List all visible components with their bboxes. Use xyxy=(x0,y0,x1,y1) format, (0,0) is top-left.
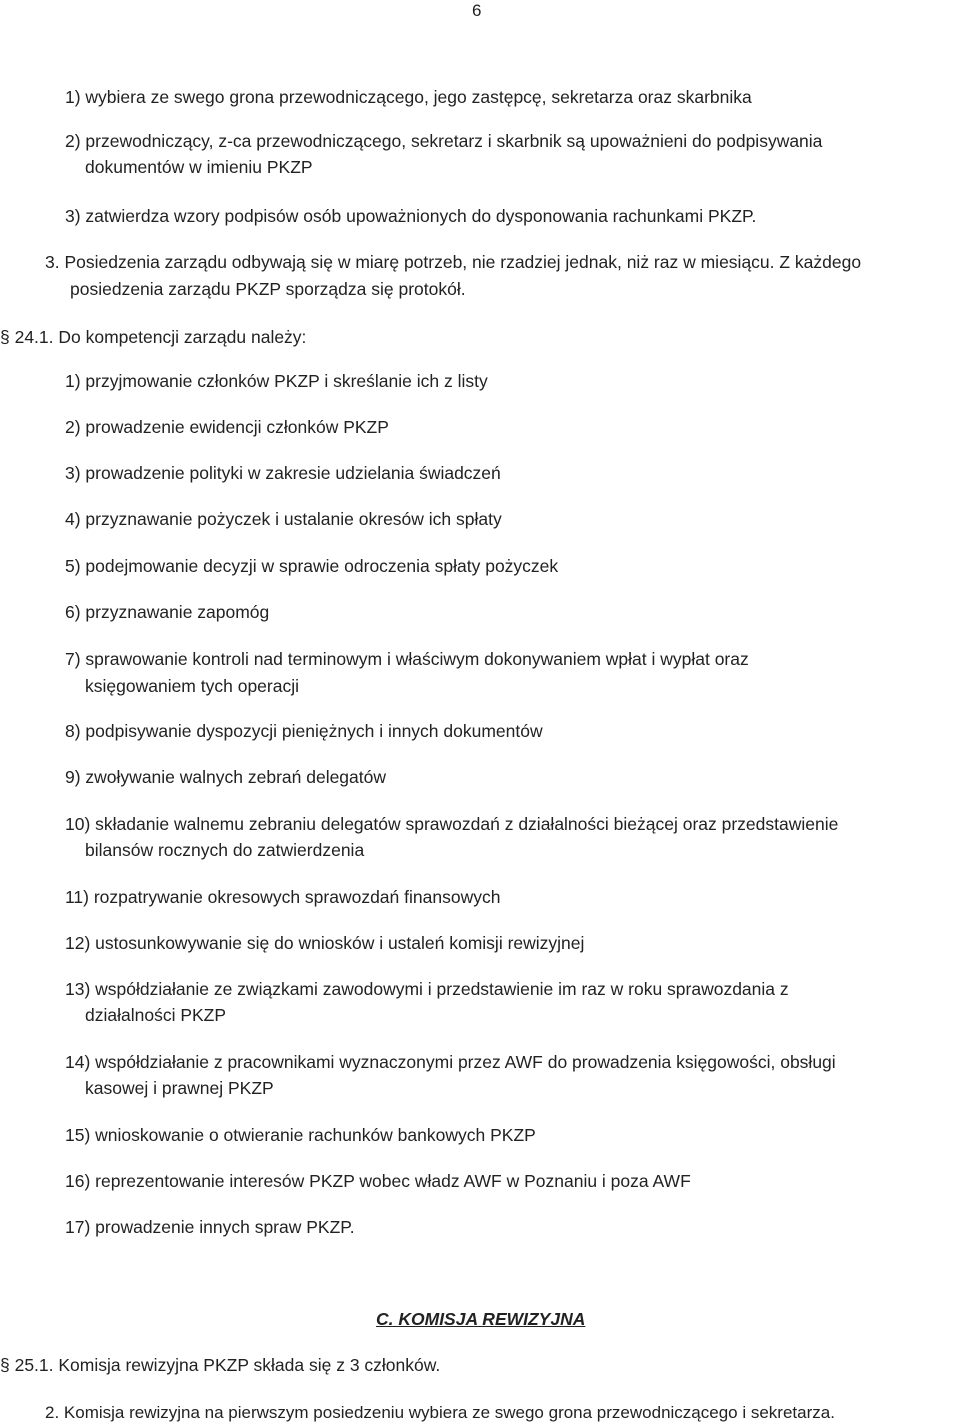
competency-item-13-line-2: działalności PKZP xyxy=(85,1005,227,1025)
competency-item-4: 4) przyznawanie pożyczek i ustalanie okresów ich spłaty xyxy=(65,509,502,529)
competency-item-7-line-2: księgowaniem tych operacji xyxy=(85,676,299,696)
competency-item-12: 12) ustosunkowywanie się do wniosków i ustaleń komisji rewizyjnej xyxy=(65,933,585,953)
section-c-heading: C. KOMISJA REWIZYJNA xyxy=(376,1309,586,1329)
page-number: 6 xyxy=(472,1,482,20)
paragraph-3-line-1: 3. Posiedzenia zarządu odbywają się w miarę potrzeb, nie rzadziej jednak, niż raz w miesiącu. Z każdego xyxy=(45,252,862,272)
competency-item-2: 2) prowadzenie ewidencji członków PKZP xyxy=(65,417,389,437)
competency-item-7-line-1: 7) sprawowanie kontroli nad terminowym i właściwym dokonywaniem wpłat i wypłat oraz xyxy=(65,649,749,669)
competency-item-15: 15) wnioskowanie o otwieranie rachunków bankowych PKZP xyxy=(65,1125,536,1145)
competency-item-17: 17) prowadzenie innych spraw PKZP. xyxy=(65,1217,355,1237)
section-25-paragraph-2: 2. Komisja rewizyjna na pierwszym posiedzeniu wybiera ze swego grona przewodniczącego i sekretarza. xyxy=(45,1403,835,1422)
competency-item-13-line-1: 13) współdziałanie ze związkami zawodowymi i przedstawienie im raz w roku sprawozdania z xyxy=(65,979,789,999)
item-3: 3) zatwierdza wzory podpisów osób upoważnionych do dysponowania rachunkami PKZP. xyxy=(65,206,757,226)
section-25-paragraph-1: § 25.1. Komisja rewizyjna PKZP składa się z 3 członków. xyxy=(0,1355,441,1375)
paragraph-3-line-2: posiedzenia zarządu PKZP sporządza się protokół. xyxy=(70,279,466,299)
competency-item-11: 11) rozpatrywanie okresowych sprawozdań finansowych xyxy=(65,887,501,907)
item-2-line-1: 2) przewodniczący, z-ca przewodniczącego, sekretarz i skarbnik są upoważnieni do podpisywania xyxy=(65,131,823,151)
item-1: 1) wybiera ze swego grona przewodniczącego, jego zastępcę, sekretarza oraz skarbnika xyxy=(65,87,752,107)
competency-item-5: 5) podejmowanie decyzji w sprawie odroczenia spłaty pożyczek xyxy=(65,556,559,576)
competency-item-10-line-2: bilansów rocznych do zatwierdzenia xyxy=(85,840,365,860)
item-2-line-2: dokumentów w imieniu PKZP xyxy=(85,157,313,177)
competency-item-14-line-1: 14) współdziałanie z pracownikami wyznaczonymi przez AWF do prowadzenia księgowości, obsługi xyxy=(65,1052,836,1072)
competency-item-9: 9) zwoływanie walnych zebrań delegatów xyxy=(65,767,387,787)
section-24-heading: § 24.1. Do kompetencji zarządu należy: xyxy=(0,327,307,347)
competency-item-14-line-2: kasowej i prawnej PKZP xyxy=(85,1078,274,1098)
competency-item-8: 8) podpisywanie dyspozycji pieniężnych i innych dokumentów xyxy=(65,721,543,741)
competency-item-10-line-1: 10) składanie walnemu zebraniu delegatów sprawozdań z działalności bieżącej oraz przedstawienie xyxy=(65,814,839,834)
competency-item-3: 3) prowadzenie polityki w zakresie udzielania świadczeń xyxy=(65,463,501,483)
competency-item-6: 6) przyznawanie zapomóg xyxy=(65,602,270,622)
competency-item-1: 1) przyjmowanie członków PKZP i skreślanie ich z listy xyxy=(65,371,488,391)
competency-item-16: 16) reprezentowanie interesów PKZP wobec władz AWF w Poznaniu i poza AWF xyxy=(65,1171,691,1191)
